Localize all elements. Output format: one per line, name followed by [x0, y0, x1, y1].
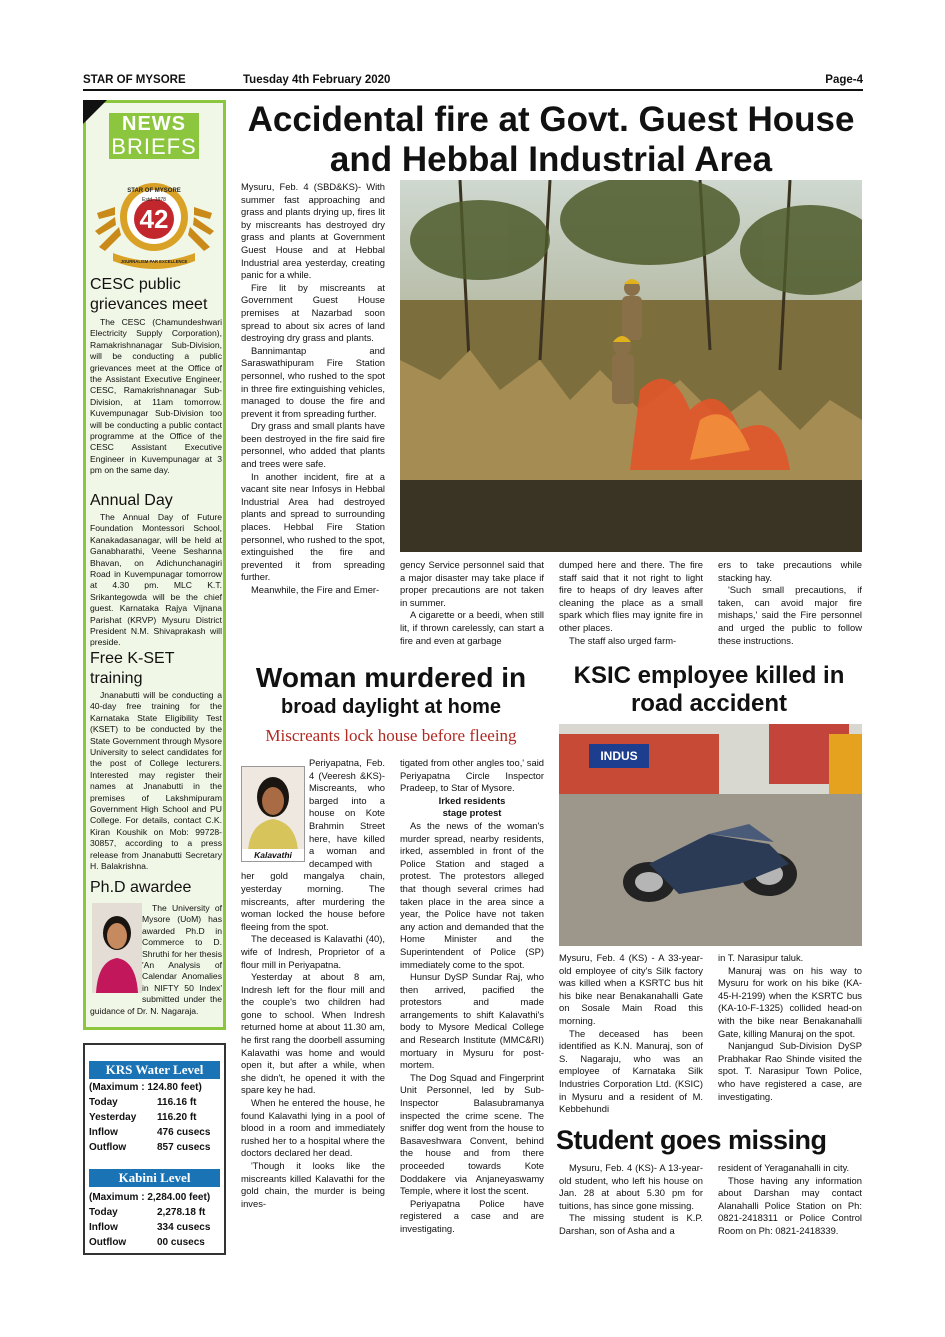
page-number: Page-4	[825, 74, 863, 86]
ksic-headline-line-1: KSIC employee killed in	[573, 662, 845, 689]
krs-value: 857 cusecs	[157, 1142, 211, 1153]
krs-key: Today	[89, 1097, 118, 1108]
kabini-value: 334 cusecs	[157, 1222, 211, 1233]
star-of-mysore-42-logo	[91, 169, 218, 273]
paragraph: in T. Narasipur taluk.	[718, 952, 804, 963]
kabini-max-text: (Maximum : 2,284.00 feet)	[89, 1192, 211, 1203]
paragraph: Periyapatna, Feb. 4 (Veeresh &KS)- Miscreants, who barged into a house on Kote Brahmin Street here, have killed a woman and decamped with	[309, 757, 385, 869]
murder-headline-1: Woman murdered in	[255, 662, 527, 693]
brief-head-phd: Ph.D awardee	[90, 879, 192, 896]
krs-value: 116.16 ft	[157, 1097, 197, 1108]
kabini-title: Kabini Level	[89, 1169, 220, 1187]
ksic-headline-line-2: road accident	[630, 690, 788, 717]
murder-col-1	[241, 757, 385, 1267]
logo-estd-text: Estd. 1978	[142, 197, 166, 203]
brief-text-kset-body: Jnanabutti will be conducting a 40-day free training for the Karnataka State Eligibility Test (KSET) to be conducted by the State Government through Mysore University to select candidates for the post of College lecturers. Interested may register their names at Jnanabutti in the premises of Lakshmipuram Government High School and PU College. For details, contact C.K. Kiran Koushik on Mob: 99728-30857, according to a press release from Jnanabutti Secretary H. Balakrishna.	[90, 690, 222, 872]
paragraph: Hunsur DySP Sundar Raj, who then arrived, pacified the protestors and made arrangements to shift Kalavathi's body to Mysore Medical College and Research Institute (MMC&RI) mortuary in Mysuru for post-mortem.	[400, 971, 544, 1071]
krs-key: Yesterday	[89, 1112, 137, 1123]
water-level-box	[83, 1043, 226, 1255]
murder-headline-2: broad daylight at home	[280, 696, 502, 718]
paragraph: 'Such small precautions, if taken, can avoid major fire mishaps,' said the Fire personnel and urged the public to follow these instructions.	[718, 584, 862, 646]
kabini-key: Inflow	[89, 1222, 118, 1233]
brief-text-phd	[90, 903, 222, 1021]
ksic-col-1	[559, 952, 703, 1122]
paragraph: When he entered the house, he found Kalavathi lying in a pool of blood in a room and immediately rushed her to a hospital where the doctors declared her dead.	[241, 1097, 385, 1159]
krs-row-inflow	[89, 1126, 220, 1140]
paragraph: As the news of the woman's murder spread, nearby residents, irked, assembled in front of the Police Station and staged a protest. The protestors alleged that though several crimes had taken place in the area since a year, the Police have not taken any action and demanded that the Home Minister and the Superintendent of Police (SP) immediately come to the spot.	[400, 819, 544, 970]
paragraph: gency Service personnel said that a major disaster may take place if proper precautions are not taken in summer.	[400, 559, 544, 608]
kabini-key: Outflow	[89, 1237, 127, 1248]
kabini-row-today	[89, 1206, 220, 1220]
brief-head-annual-day: Annual Day	[90, 492, 173, 509]
paragraph: Dry grass and small plants have been destroyed in the fire said fire personnel, who added that plants and trees were safe.	[241, 420, 385, 470]
paragraph: The deceased has been identified as K.N. Manuraj, son of S. Nagaraju, who was an employee of Karnataka Silk Industries Corporation Ltd. (KSIC) in Mysuru and a resident of M. Kebbehundi	[559, 1027, 703, 1115]
krs-row-yesterday	[89, 1111, 220, 1125]
brief-text-annual-day-body: The Annual Day of Future Foundation Montessori School, Kanakadasanagar, will be held at Ganabharathi, Veene Seshanna Bhavan, on Adichunchanagiri Road in Kuvempunagar tomorrow at 4.30 pm. MLC K.T. Srikantegowda will be the chief guest. Karnataka Rajya Vijnana Parishat (KRVP) Mysuru District President N.M. Shivaprakash will preside.	[90, 512, 222, 648]
brief-text-cesc	[90, 317, 222, 485]
brief-text-annual-day	[90, 512, 222, 648]
paragraph: 'Though it looks like the miscreants killed Kalavathi for the gold chain, the murder is being inves-	[241, 1160, 385, 1209]
paragraph: A cigarette or a beedi, when still lit, if thrown carelessly, can start a fire and even at garbage	[400, 609, 544, 646]
missing-col-1	[559, 1162, 703, 1267]
fire-col-1	[241, 181, 385, 657]
paragraph: Mysuru, Feb. 4 (KS) - A 33-year-old employee of city's Silk factory was killed when a KSRTC bus hit his bike near Benakanahalli Gate on Sosale Main Road this morning.	[559, 952, 703, 1026]
paragraph: The Dog Squad and Fingerprint Unit Personnel, led by Sub-Inspector Balasubramanya inspected the crime scene. The sniffer dog went from the house to Basaveshwara Convent, behind the house and from there proceeded towards Kote Doddakere via Anjaneyaswamy Temple, where it lost the scent.	[400, 1071, 544, 1197]
paragraph: The staff also urged farm-	[569, 634, 677, 646]
paragraph: resident of Yeraganahalli in city.	[718, 1162, 850, 1173]
fire-scene-icon	[400, 180, 862, 552]
ksic-headline	[552, 662, 866, 718]
paragraph: The deceased is Kalavathi (40), wife of Indresh, Proprietor of a flour mill in Periyapatna.	[241, 933, 385, 970]
shop-sign-text: INDUS	[600, 749, 638, 763]
krs-key: Inflow	[89, 1127, 118, 1138]
krs-max	[89, 1081, 220, 1095]
paragraph: Fire lit by miscreants at Government Guest House premises at Nazarbad soon spread to about six acres of land destroying dry grass and plants.	[241, 281, 385, 344]
paragraph: The missing student is K.P. Darshan, son of Asha and a	[559, 1212, 703, 1236]
corner-triangle-icon	[83, 100, 107, 124]
paragraph: Periyapatna Police have registered a case and are investigating.	[400, 1197, 544, 1234]
kabini-max	[89, 1191, 220, 1205]
krs-max-text: (Maximum : 124.80 feet)	[89, 1082, 202, 1093]
krs-key: Outflow	[89, 1142, 127, 1153]
paragraph: ers to take precautions while stacking hay.	[718, 559, 862, 583]
kabini-row-inflow	[89, 1221, 220, 1235]
missing-headline: Student goes missing	[556, 1125, 827, 1155]
fire-headline	[236, 100, 866, 180]
paragraph: Bannimantap and Saraswathipuram Fire Station personnel, who rushed to the spot in three fire extinguishing vehicles, managed to douse the fire and prevent it from spreading further.	[241, 344, 385, 419]
logo-top-text: STAR OF MYSORE	[127, 188, 181, 194]
paragraph: Meanwhile, the Fire and Emer-	[251, 584, 380, 595]
fire-headline-line-1: Accidental fire at Govt. Guest House	[247, 100, 855, 139]
news-label: NEWS	[109, 113, 199, 135]
issue-date: Tuesday 4th February 2020	[243, 74, 391, 86]
fire-photo	[400, 180, 862, 552]
brief-text-phd-body: The University of Mysore (UoM) has awarded Ph.D in Commerce to D. Shruthi for her thesis 'An Analysis of Calendar Anomalies in NIFTY 50 Index' submitted under the guidance of Dr. N. Nagaraja.	[90, 903, 222, 1016]
fire-col-3	[559, 559, 703, 659]
krs-value: 476 cusecs	[157, 1127, 211, 1138]
krs-row-outflow	[89, 1141, 220, 1155]
paragraph: Yesterday at about 8 am, Indresh left for the flour mill and the couple's two children had gone to school. When Indresh returned home at about 11.30 am, he first rang the doorbell assuming Kalavathi was home and would open it, but after a while, when she didn't, he opened it with the spare key he had.	[241, 971, 385, 1096]
accident-photo	[559, 724, 862, 946]
krs-value: 116.20 ft	[157, 1112, 197, 1123]
paragraph: Mysuru, Feb. 4 (SBD&KS)- With summer fast approaching and grass and plants drying up, fires lit by miscreants has destroyed dry grass and plants at Government Guest House and at Hebbal Industrial area yesterday, creating panic for a while.	[241, 181, 385, 281]
brief-text-cesc-body: The CESC (Chamundeshwari Electricity Supply Corporation), Ramakrishnanagar Sub-Division, will be conducting a public grievances meet at the Office of the Assistant Executive Engineer, CESC, Ramakrishnanagar Sub-Division, at 11am tomorrow. Kuvempunagar Sub-Division too will be conducting a public contact programme at the Office of the CESC Assistant Executive Engineer in Kuvempunagar at 3 pm on the same day.	[90, 317, 222, 476]
news-briefs-sidebar	[83, 100, 226, 1030]
kabini-key: Today	[89, 1207, 118, 1218]
briefs-label: BRIEFS	[109, 135, 199, 159]
paragraph: tigated from other angles too,' said Periyapatna Circle Inspector Pradeep, to Star of Mysore.	[400, 757, 544, 794]
kabini-value: 00 cusecs	[157, 1237, 205, 1248]
ksic-col-2	[718, 952, 862, 1122]
inline-subhead: stage protest	[442, 807, 502, 819]
fire-col-4	[718, 559, 862, 659]
brief-head-kset: Free K-SET training	[90, 650, 175, 687]
brief-head-cesc: CESC public grievances meet	[90, 276, 208, 313]
masthead	[83, 74, 863, 90]
paragraph: Mysuru, Feb. 4 (KS)- A 13-year-old student, who left his house on Jan. 28 at about 5.30 pm for tuitions, has since gone missing.	[559, 1162, 703, 1211]
paragraph: In another incident, fire at a vacant site near Infosys in Hebbal Industrial Area had destroyed plants and spread to surrounding places. Hebbal Fire Station personnel, who rushed to the spot, extinguished the fire and prevented it from spreading further.	[241, 470, 385, 583]
masthead-rule	[83, 89, 863, 91]
murder-subhead: Miscreants lock house before fleeing	[265, 726, 517, 745]
krs-title: KRS Water Level	[89, 1061, 220, 1079]
paragraph: dumped here and there. The fire staff said that it not right to light fire to heaps of dry leaves after cleaning the place as a small spark which flies may ignite fire in other places.	[559, 559, 703, 633]
brief-text-kset	[90, 690, 222, 876]
krs-row-today	[89, 1096, 220, 1110]
fire-headline-line-2: and Hebbal Industrial Area	[329, 140, 773, 179]
paragraph: her gold mangalya chain, yesterday morning. The miscreants, after murdering the woman locked the house before fleeing from the spot.	[241, 870, 385, 932]
kalavathi-caption: Kalavathi	[242, 849, 304, 861]
kabini-value: 2,278.18 ft	[157, 1207, 206, 1218]
kabini-row-outflow	[89, 1236, 220, 1250]
inline-subhead: Irked residents	[438, 794, 506, 806]
missing-col-2	[718, 1162, 862, 1267]
logo-number: 42	[139, 204, 169, 234]
paragraph: Manuraj was on his way to Mysuru for work on his bike (KA-45-H-2199) when the KSRTC bus (KA-10-F-1325) collided head-on with the bike near Benakanahalli Gate, killing Manuraj on the spot.	[718, 964, 862, 1039]
fire-col-2	[400, 559, 544, 659]
paper-name: STAR OF MYSORE	[83, 74, 186, 86]
paragraph: Nanjangud Sub-Division DySP Prabhakar Rao Shinde visited the spot. T. Narasipur Town Police, who have registered a case, are investigating.	[718, 1040, 862, 1102]
murder-col-2	[400, 757, 544, 1267]
logo-ribbon-text: JOURNALISM PAR EXCELLENCE	[120, 259, 188, 264]
road-accident-icon	[559, 724, 862, 946]
paragraph: Those having any information about Darshan may contact Alanahalli Police Station on Ph: 0821-2418311 or Police Control Room on Ph: 0821-2418339.	[718, 1174, 862, 1236]
